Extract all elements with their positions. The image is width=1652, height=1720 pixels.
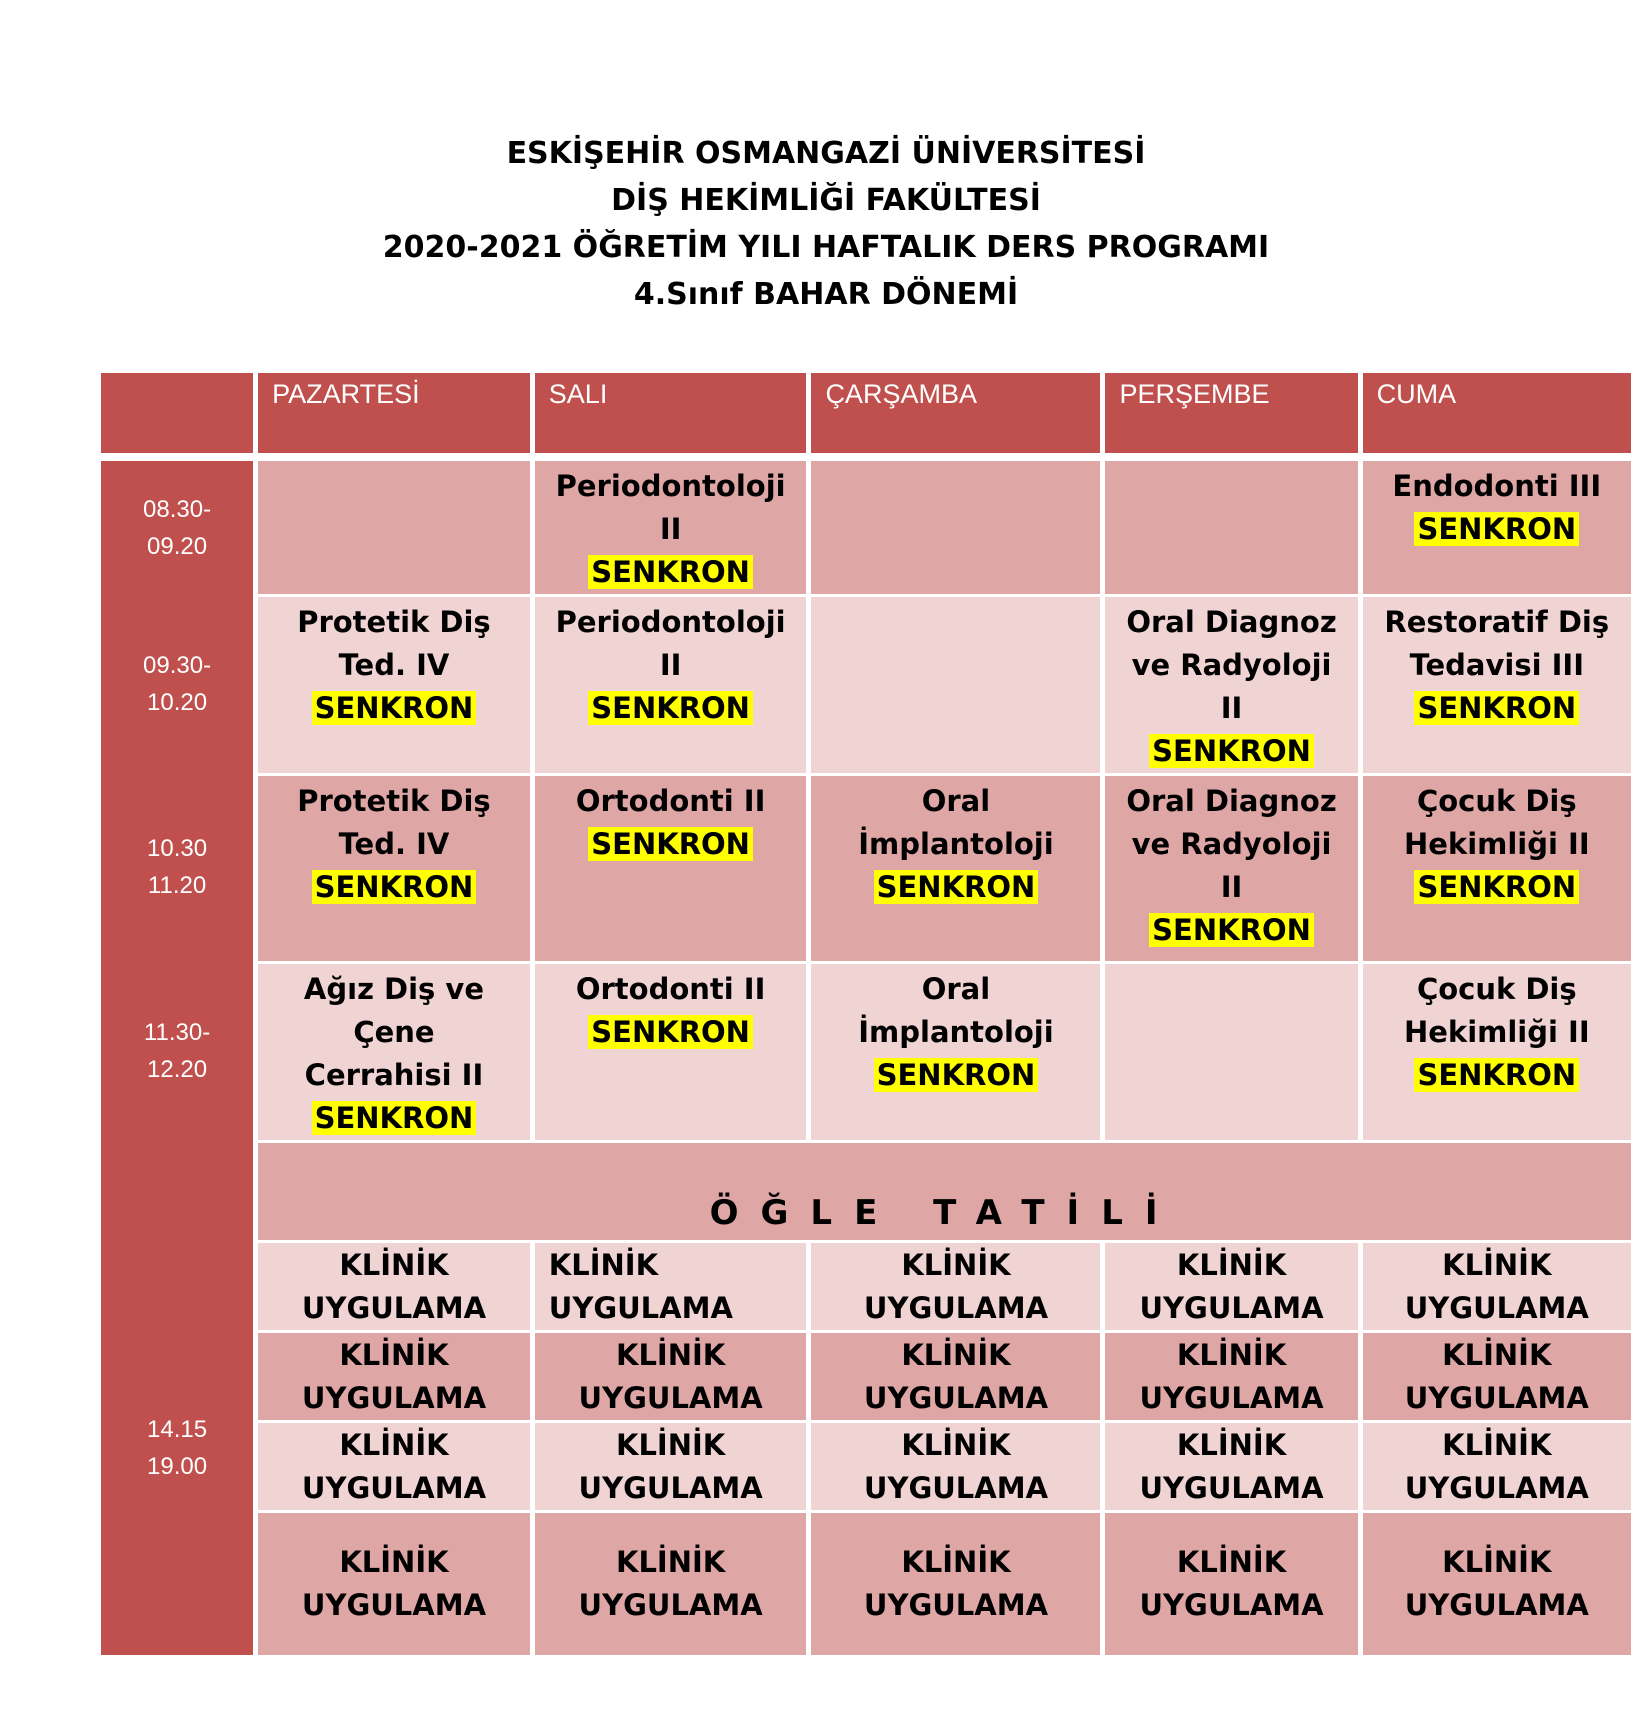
klinik-cell: KLİNİK UYGULAMA [811,1330,1100,1420]
document-title [0,130,1652,318]
klinik-cell: KLİNİK UYGULAMA [1363,1420,1631,1510]
day-header: SALI [535,373,807,453]
course-cell: Protetik Diş Ted. IV SENKRON [258,773,530,961]
lunch-break: ÖĞLE TATİLİ [258,1140,1631,1240]
course-cell: Protetik Diş Ted. IV SENKRON [258,594,530,773]
empty-cell [811,594,1100,773]
course-cell: Çocuk Diş Hekimliği II SENKRON [1363,961,1631,1140]
senkron-tag: SENKRON [588,1015,753,1049]
title-university: ESKİŞEHİR OSMANGAZİ ÜNİVERSİTESİ [506,136,1146,171]
senkron-tag: SENKRON [312,870,477,904]
senkron-tag: SENKRON [874,1058,1039,1092]
klinik-cell: KLİNİK UYGULAMA [535,1330,807,1420]
day-header: CUMA [1363,373,1631,453]
time-slot: 11.30- 12.20 [101,961,253,1140]
klinik-cell: KLİNİK UYGULAMA [1105,1330,1357,1420]
empty-cell [1105,461,1357,594]
title-faculty: DİŞ HEKİMLİĞİ FAKÜLTESİ [611,183,1041,218]
senkron-tag: SENKRON [1414,870,1579,904]
klinik-cell: KLİNİK UYGULAMA [258,1510,530,1655]
senkron-tag: SENKRON [1414,691,1579,725]
senkron-tag: SENKRON [1414,1058,1579,1092]
course-cell: Çocuk Diş Hekimliği II SENKRON [1363,773,1631,961]
klinik-cell: KLİNİK UYGULAMA [811,1240,1100,1330]
klinik-cell: KLİNİK UYGULAMA [1105,1420,1357,1510]
klinik-cell: KLİNİK UYGULAMA [535,1420,807,1510]
klinik-cell: KLİNİK UYGULAMA [258,1420,530,1510]
klinik-cell: KLİNİK UYGULAMA [811,1510,1100,1655]
course-cell: Periodontoloji II SENKRON [535,461,807,594]
lunch-time-slot [101,1140,253,1240]
time-slot: 10.30 11.20 [101,773,253,961]
course-cell: Restoratif Diş Tedavisi III SENKRON [1363,594,1631,773]
senkron-tag: SENKRON [312,691,477,725]
course-cell: Oral İmplantoloji SENKRON [811,961,1100,1140]
klinik-cell: KLİNİK UYGULAMA [535,1510,807,1655]
klinik-cell: KLİNİK UYGULAMA [258,1330,530,1420]
course-cell: Endodonti III SENKRON [1363,461,1631,594]
time-slot: 09.30- 10.20 [101,594,253,773]
senkron-tag: SENKRON [588,827,753,861]
senkron-tag: SENKRON [1149,734,1314,768]
header-corner [101,373,253,453]
empty-cell [1105,961,1357,1140]
klinik-cell: KLİNİK UYGULAMA [1105,1510,1357,1655]
title-semester: 4.Sınıf BAHAR DÖNEMİ [633,277,1019,312]
time-slot: 14.15 19.00 [101,1240,253,1655]
senkron-tag: SENKRON [588,555,753,589]
klinik-cell: KLİNİK UYGULAMA [1363,1240,1631,1330]
day-header: PERŞEMBE [1105,373,1357,453]
course-cell: Oral Diagnoz ve Radyoloji II SENKRON [1105,594,1357,773]
schedule-table [96,373,1636,1655]
course-cell: Ortodonti II SENKRON [535,961,807,1140]
klinik-cell: KLİNİK UYGULAMA [1363,1510,1631,1655]
course-cell: Periodontoloji II SENKRON [535,594,807,773]
klinik-cell: KLİNİK UYGULAMA [1363,1330,1631,1420]
senkron-tag: SENKRON [312,1101,477,1135]
course-cell: Ağız Diş ve Çene Cerrahisi II SENKRON [258,961,530,1140]
title-program: 2020-2021 ÖĞRETİM YILI HAFTALIK DERS PROGRAMI [382,230,1270,265]
empty-cell [258,461,530,594]
senkron-tag: SENKRON [874,870,1039,904]
day-header: ÇARŞAMBA [811,373,1100,453]
course-cell: Ortodonti II SENKRON [535,773,807,961]
klinik-cell: KLİNİK UYGULAMA [811,1420,1100,1510]
klinik-cell: KLİNİK UYGULAMA [535,1240,807,1330]
course-cell: Oral İmplantoloji SENKRON [811,773,1100,961]
klinik-cell: KLİNİK UYGULAMA [1105,1240,1357,1330]
klinik-cell: KLİNİK UYGULAMA [258,1240,530,1330]
empty-cell [811,461,1100,594]
course-cell: Oral Diagnoz ve Radyoloji II SENKRON [1105,773,1357,961]
day-header: PAZARTESİ [258,373,530,453]
senkron-tag: SENKRON [588,691,753,725]
senkron-tag: SENKRON [1414,512,1579,546]
time-slot: 08.30- 09.20 [101,461,253,594]
senkron-tag: SENKRON [1149,913,1314,947]
